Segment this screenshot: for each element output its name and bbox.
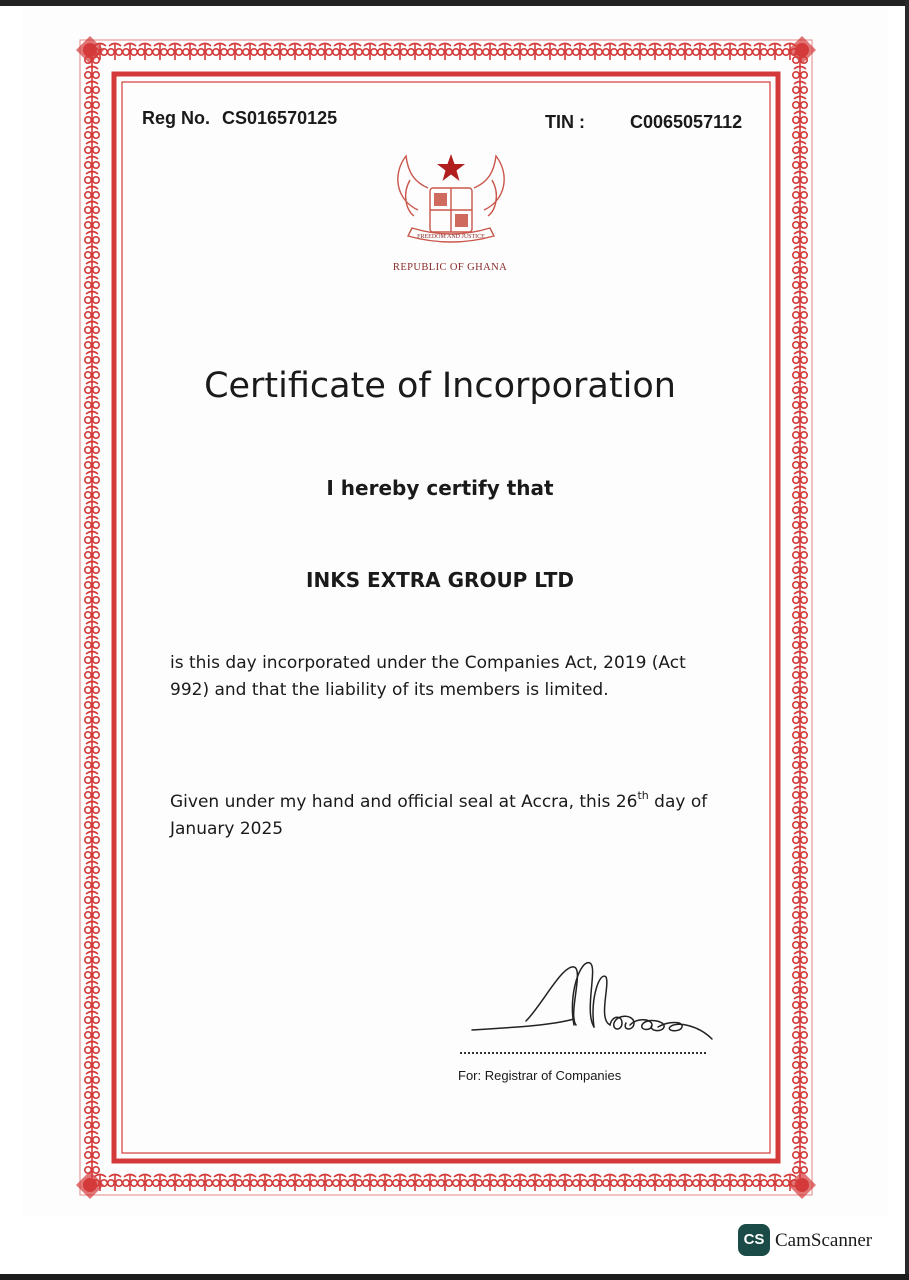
ghana-coat-of-arms-icon (388, 150, 514, 254)
given-suffix: day of January 2025 (170, 792, 708, 839)
camscanner-logo: CS (738, 1224, 770, 1256)
tin-label: TIN : (545, 112, 585, 132)
day-ordinal: th (637, 789, 649, 802)
incorporation-statement: is this day incorporated under the Companies Act, 2019 (Act 992) and that the liability of its members is limited. (170, 653, 686, 700)
reg-label: Reg No. (142, 108, 211, 128)
given-prefix: Given under my hand and official seal at Accra, this 26 (170, 792, 638, 812)
given-under-statement (170, 789, 730, 843)
scan-edge-right (905, 0, 909, 1280)
certify-line: I hereby certify that (326, 476, 554, 500)
company-name: INKS EXTRA GROUP LTD (306, 568, 574, 592)
tin-value: C0065057112 (630, 112, 743, 132)
signature-dotted-line (460, 1052, 706, 1054)
republic-of-ghana-caption: REPUBLIC OF GHANA (392, 262, 508, 273)
certificate-title: Certificate of Incorporation (204, 366, 676, 406)
registrar-caption: For: Registrar of Companies (458, 1068, 622, 1083)
registration-number (142, 108, 337, 129)
camscanner-name: CamScanner (775, 1230, 873, 1251)
scan-edge-bottom (0, 1274, 909, 1280)
reg-value: CS016570125 (222, 108, 338, 128)
coat-motto: FREEDOM AND JUSTICE (417, 234, 485, 240)
signature-icon (462, 955, 722, 1050)
